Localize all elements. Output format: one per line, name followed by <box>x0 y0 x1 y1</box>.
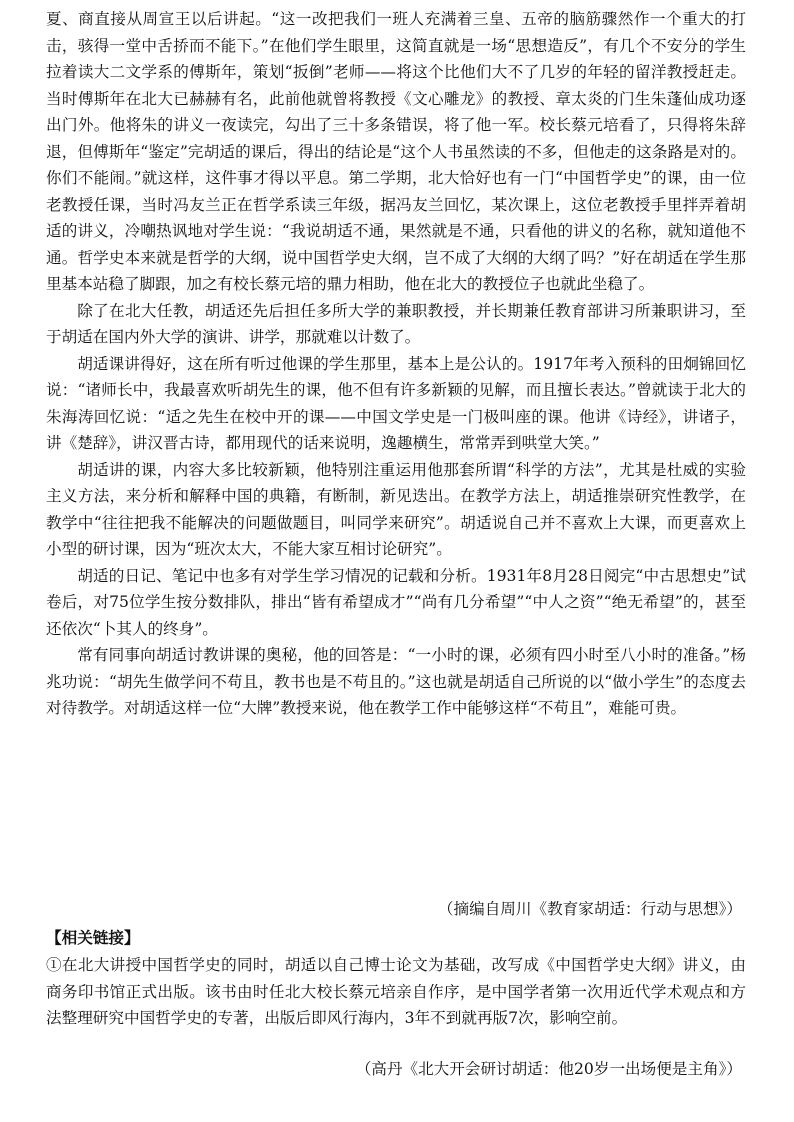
paragraph-5: 胡适的日记、笔记中也多有对学生学习情况的记载和分析。1931年8月28日阅完“中古思想史”试卷后，对75位学生按分数排队，排出“皆有希望成才”“尚有几分希望”“中人之资”“绝无希望”的，甚至还依次“卜其人的终身”。 <box>46 566 746 638</box>
paragraph-2: 除了在北大任教，胡适还先后担任多所大学的兼职教授，并长期兼任教育部讲习所兼职讲习，至于胡适在国内外大学的演讲、讲学，那就难以计数了。 <box>46 301 746 346</box>
article-source: （摘编自周川《教育家胡适：行动与思想》） <box>437 900 742 918</box>
paragraph-6: 常有同事向胡适讨教讲课的奥秘，他的回答是：“一小时的课，必须有四小时至八小时的准备。”杨兆功说：“胡先生做学问不苟且，教书也是不苟且的。”这也就是胡适自己所说的以“做小学生”的态度去对待教学。对胡适这样一位“大牌”教授来说，他在教学工作中能够这样“不苟且”，难能可贵。 <box>46 646 746 717</box>
article-body <box>46 6 746 722</box>
related-marker: ① <box>46 956 62 974</box>
related-paragraph <box>46 952 746 1032</box>
related-text: 在北大讲授中国哲学史的同时，胡适以自己博士论文为基础，改写成《中国哲学史大纲》讲义，由商务印书馆正式出版。该书由时任北大校长蔡元培亲自作序，是中国学者第一次用近代学术观点和方法整理研究中国哲学史的专著，出版后即风行海内，3年不到就再版7次，影响空前。 <box>46 956 746 1027</box>
paragraph-1: 夏、商直接从周宣王以后讲起。“这一改把我们一班人充满着三皇、五帝的脑筋骤然作一个重大的打击，骇得一堂中舌挢而不能下。”在他们学生眼里，这简直就是一场“思想造反”，有几个不安分的学生拉着读大二文学系的傅斯年，策划“扳倒”老师——将这个比他们大不了几岁的年轻的留洋教授赶走。当时傅斯年在北大已赫赫有名，此前他就曾将教授《文心雕龙》的教授、章太炎的门生朱蓬仙成功逐出门外。他将朱的讲义一夜读完，勾出了三十多条错误，将了他一军。校长蔡元培看了，只得将朱辞退，但傅斯年“鉴定”完胡适的课后，得出的结论是“这个人书虽然读的不多，但他走的这条路是对的。你们不能闹。”就这样，这件事才得以平息。第二学期，北大恰好也有一门“中国哲学史”的课，由一位老教授任课，当时冯友兰正在哲学系读三年级，据冯友兰回忆，某次课上，这位老教授手里拌弄着胡适的讲义，冷嘲热讽地对学生说：“我说胡适不通，果然就是不通，只看他的讲义的名称，就知道他不通。哲学史本来就是哲学的大纲，说中国哲学史大纲，岂不成了大纲的大纲了吗？”好在胡适在学生那里基本站稳了脚跟，加之有校长蔡元培的鼎力相助，他在北大的教授位子也就此坐稳了。 <box>46 10 746 293</box>
related-body <box>46 952 746 1032</box>
paragraph-4: 胡适讲的课，内容大多比较新颖，他特别注重运用他那套所谓“科学的方法”，尤其是杜威的实验主义方法，来分析和解释中国的典籍，有断制，新见迭出。在教学方法上，胡适推崇研究性教学，在教学中“往往把我不能解决的问题做题目，叫同学来研究”。胡适说自己并不喜欢上大课，而更喜欢上小型的研讨课，因为“班次太大，不能大家互相讨论研究”。 <box>46 460 746 558</box>
paragraph-3: 胡适课讲得好，这在所有听过他课的学生那里，基本上是公认的。1917年考入预科的田炯锦回忆说：“诸师长中，我最喜欢听胡先生的课，他不但有许多新颖的见解，而且擅长表达。”曾就读于北大的朱海涛回忆说：“适之先生在校中开的课——中国文学史是一门极叫座的课。他讲《诗经》，讲诸子，讲《楚辞》，讲汉晋古诗，都用现代的话来说明，逸趣横生，常常弄到哄堂大笑。” <box>46 354 746 452</box>
related-heading: 【相关链接】 <box>46 928 140 947</box>
related-source: （高丹《北大开会研讨胡适：他20岁一出场便是主角》） <box>355 1060 742 1078</box>
